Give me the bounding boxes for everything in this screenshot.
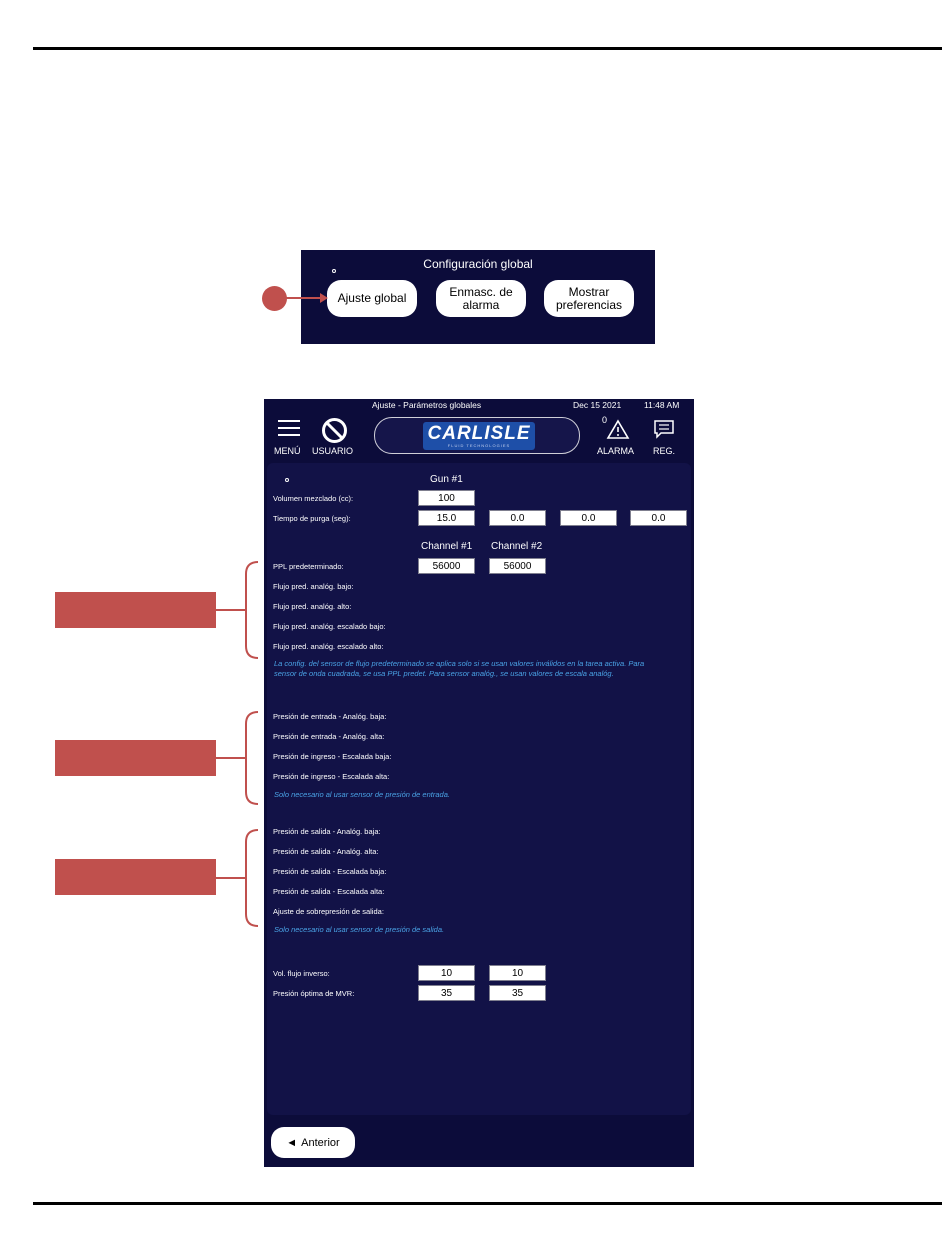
channel-1-header: Channel #1: [421, 541, 473, 552]
ppl-input-1[interactable]: 56000: [418, 558, 475, 574]
mvr-pressure-input-2[interactable]: 35: [489, 985, 546, 1001]
user-icon[interactable]: [321, 417, 348, 444]
back-button[interactable]: [271, 1127, 355, 1158]
screen-title: Ajuste - Parámetros globales: [372, 400, 482, 410]
gun-header: Gun #1: [430, 474, 463, 485]
menu-icon[interactable]: [278, 417, 300, 439]
ppl-label: PPL predeterminado:: [273, 562, 344, 571]
outlet-note: Solo necesario al usar sensor de presión de salida.: [274, 925, 445, 934]
user-label[interactable]: USUARIO: [312, 446, 354, 456]
reverse-flow-label: Vol. flujo inverso:: [273, 969, 330, 978]
callout-marker: [262, 286, 287, 311]
logo-subtitle: FLUID TECHNOLOGIES: [447, 443, 511, 448]
mvr-pressure-input-1[interactable]: 35: [418, 985, 475, 1001]
outlet-row-label: Presión de salida - Analóg. alta:: [273, 847, 379, 856]
bottom-rule: [33, 1202, 942, 1205]
inlet-row-label: Presión de entrada - Analóg. baja:: [273, 712, 387, 721]
purge-time-input-4[interactable]: 0.0: [630, 510, 687, 526]
inlet-row-label: Presión de ingreso - Escalada alta:: [273, 772, 390, 781]
inlet-note: Solo necesario al usar sensor de presión de entrada.: [274, 790, 450, 799]
global-config-panel: [301, 250, 655, 344]
menu-label[interactable]: MENÚ: [274, 446, 301, 456]
top-rule: [33, 47, 942, 50]
channel-2-header: Channel #2: [491, 541, 543, 552]
callout-brackets: [214, 560, 259, 930]
reverse-flow-input-1[interactable]: 10: [418, 965, 475, 981]
mix-volume-label: Volumen mezclado (cc):: [273, 494, 354, 503]
alarm-mask-button[interactable]: Enmasc. de alarma: [436, 280, 526, 317]
flow-row-label: Flujo pred. analóg. escalado alto:: [273, 642, 384, 651]
ppl-input-2[interactable]: 56000: [489, 558, 546, 574]
indicator-dot: [332, 269, 336, 273]
callout-inlet-pressure: [55, 740, 216, 776]
carlisle-logo: [374, 417, 580, 454]
log-icon[interactable]: [653, 419, 675, 440]
flow-row-label: Flujo pred. analóg. bajo:: [273, 582, 354, 591]
alarm-label[interactable]: ALARMA: [597, 446, 635, 456]
purge-time-label: Tiempo de purga (seg):: [273, 514, 351, 523]
callout-outlet-pressure: [55, 859, 216, 895]
inlet-row-label: Presión de ingreso - Escalada baja:: [273, 752, 392, 761]
purge-time-input-3[interactable]: 0.0: [560, 510, 617, 526]
reverse-flow-input-2[interactable]: 10: [489, 965, 546, 981]
outlet-row-label: Ajuste de sobrepresión de salida:: [273, 907, 384, 916]
outlet-row-label: Presión de salida - Escalada baja:: [273, 867, 387, 876]
back-label: Anterior: [301, 1136, 340, 1149]
callout-flow-sensor: [55, 592, 216, 628]
flow-row-label: Flujo pred. analóg. escalado bajo:: [273, 622, 386, 631]
inlet-row-label: Presión de entrada - Analóg. alta:: [273, 732, 385, 741]
outlet-row-label: Presión de salida - Analóg. baja:: [273, 827, 381, 836]
settings-content: [267, 463, 691, 1115]
callout-arrow: [286, 292, 328, 304]
mvr-pressure-label: Presión óptima de MVR:: [273, 989, 355, 998]
flow-row-label: Flujo pred. analóg. alto:: [273, 602, 352, 611]
purge-time-input-1[interactable]: 15.0: [418, 510, 475, 526]
display-preferences-button[interactable]: Mostrar preferencias: [544, 280, 634, 317]
mix-volume-input[interactable]: 100: [418, 490, 475, 506]
purge-time-input-2[interactable]: 0.0: [489, 510, 546, 526]
logo-text: CARLISLE: [427, 423, 531, 444]
date-text: Dec 15 2021: [573, 400, 622, 410]
outlet-row-label: Presión de salida - Escalada alta:: [273, 887, 385, 896]
global-config-title: Configuración global: [423, 257, 533, 271]
flow-note-line-2: sensor de onda cuadrada, se usa PPL predet. Para sensor analóg., se usan valores de escala analóg.: [274, 669, 614, 678]
global-adjust-button[interactable]: Ajuste global: [327, 280, 417, 317]
alarm-icon[interactable]: [606, 419, 630, 440]
status-bar: [264, 399, 694, 412]
flow-note-line-1: La config. del sensor de flujo predeterminado se aplica solo si se usan valores inválidos en la tarea activa. Para: [274, 659, 645, 668]
time-text: 11:48 AM: [644, 400, 680, 410]
back-arrow-icon: ◄: [286, 1136, 298, 1149]
log-label[interactable]: REG.: [653, 446, 676, 456]
alarm-count: 0: [602, 415, 608, 425]
indicator-dot: [285, 478, 289, 482]
device-screen: [264, 399, 694, 1167]
